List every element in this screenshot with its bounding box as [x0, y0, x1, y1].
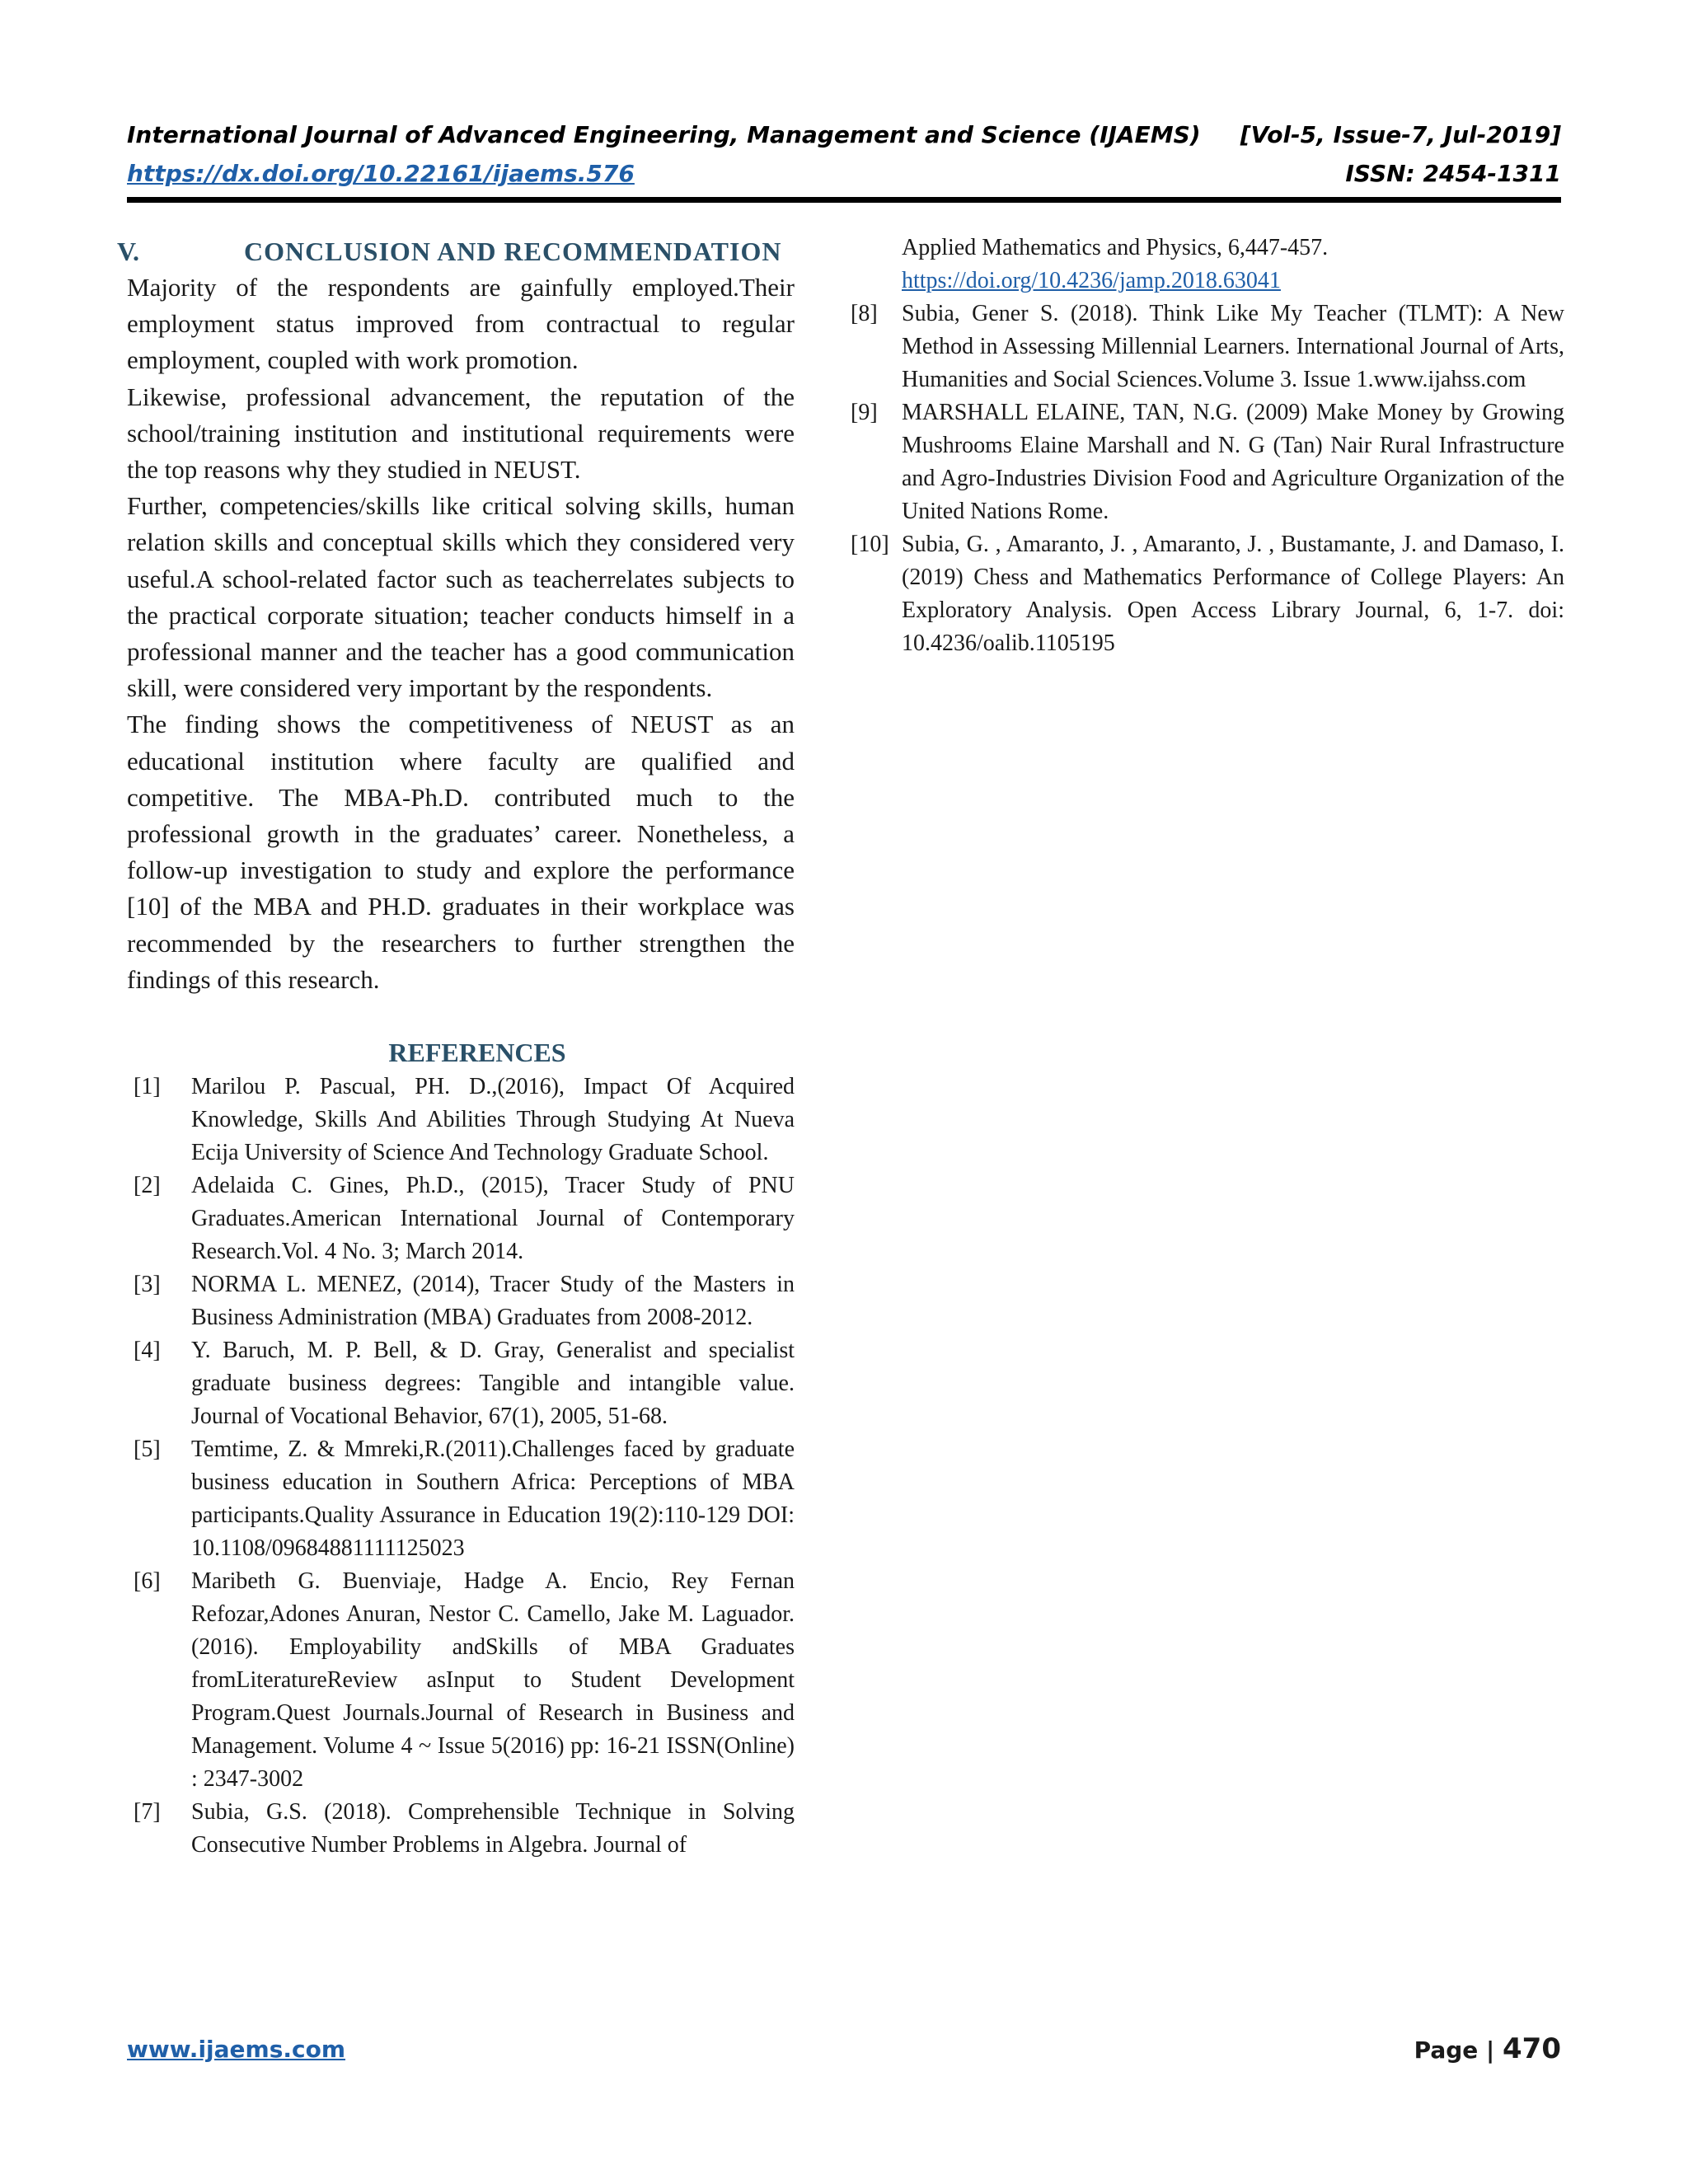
reference-number: [2] — [134, 1173, 161, 1199]
reference-doi-link[interactable]: https://doi.org/10.4236/jamp.2018.63041 — [902, 268, 1281, 293]
reference-item — [851, 528, 1564, 660]
reference-number: [8] — [851, 301, 878, 326]
reference-number: [10] — [851, 532, 889, 557]
page-label: Page — [1414, 2036, 1479, 2064]
issn: ISSN: 2454-1311 — [1345, 160, 1561, 187]
section-number: V. — [117, 237, 139, 266]
reference-item — [127, 1268, 795, 1334]
reference-text: Subia, G.S. (2018). Comprehensible Technique in Solving Consecutive Number Problems in Algebra. Journal of — [191, 1799, 795, 1858]
right-column — [851, 232, 1564, 660]
left-column — [117, 233, 795, 1862]
section-heading — [117, 233, 795, 269]
reference-number: [6] — [134, 1568, 161, 1595]
reference-text: Subia, Gener S. (2018). Think Like My Teacher (TLMT): A New Method in Assessing Millennial Learners. International Journal of Arts, Humanities and Social Sciences.Volume 3. Issue 1.www.ijahss.com — [902, 301, 1564, 392]
reference-continuation — [902, 232, 1564, 298]
reference-text: Subia, G. , Amaranto, J. , Amaranto, J. , Bustamante, J. and Damaso, I. (2019) Chess and Mathematics Performance of College Players: An Exploratory Analysis. Open Access Library Journal, 6, 1-7. doi: 10.4236/oalib.1105195 — [902, 532, 1564, 656]
conclusion-paragraph: Majority of the respondents are gainfully employed.Their employment status improved from contractual to regular employment, coupled with work promotion. — [127, 273, 795, 375]
reference-item — [127, 1334, 795, 1433]
reference-text: MARSHALL ELAINE, TAN, N.G. (2009) Make Money by Growing Mushrooms Elaine Marshall and N. G (Tan) Nair Rural Infrastructure and Agro-Industries Division Food and Agriculture Organization of the United Nations Rome. — [902, 400, 1564, 524]
references-heading: REFERENCES — [388, 1038, 566, 1068]
volume-info: [Vol-5, Issue-7, Jul-2019] — [1240, 121, 1561, 148]
reference-number: [4] — [134, 1338, 161, 1364]
reference-item — [127, 1169, 795, 1268]
section-title: CONCLUSION AND RECOMMENDATION — [244, 237, 782, 266]
reference-continuation-text: Applied Mathematics and Physics, 6,447-457. — [902, 235, 1329, 260]
reference-item — [127, 1796, 795, 1862]
page-number: 470 — [1503, 2032, 1561, 2065]
reference-item — [127, 1433, 795, 1565]
reference-text: Y. Baruch, M. P. Bell, & D. Gray, Generalist and specialist graduate business degrees: Tangible and intangible value. Journal of Vocational Behavior, 67(1), 2005, 51-68. — [191, 1338, 795, 1430]
reference-number: [7] — [134, 1799, 161, 1825]
reference-number: [1] — [134, 1074, 161, 1100]
reference-text: Adelaida C. Gines, Ph.D., (2015), Tracer Study of PNU Graduates.American International Journal of Contemporary Research.Vol. 4 No. 3; March 2014. — [191, 1173, 795, 1265]
reference-text: NORMA L. MENEZ, (2014), Tracer Study of the Masters in Business Administration (MBA) Graduates from 2008-2012. — [191, 1272, 795, 1331]
reference-item — [851, 396, 1564, 528]
website-link[interactable]: www.ijaems.com — [127, 2036, 346, 2063]
reference-item — [851, 298, 1564, 396]
reference-item — [127, 1071, 795, 1169]
reference-item — [127, 1565, 795, 1796]
reference-number: [5] — [134, 1436, 161, 1463]
reference-number: [3] — [134, 1272, 161, 1298]
conclusion-paragraph: Further, competencies/skills like critical solving skills, human relation skills and conceptual skills which they considered very useful.A school-related factor such as teacherrelates subjects to the practical corporate situation; teacher conducts himself in a professional manner and the teacher has a good communication skill, were considered very important by the respondents. — [127, 491, 795, 703]
reference-text: Maribeth G. Buenviaje, Hadge A. Encio, Rey Fernan Refozar,Adones Anuran, Nestor C. Camello, Jake M. Laguador. (2016). Employability andSkills of MBA Graduates fromLiteratureReview asInput to Student Development Program.Quest Journals.Journal of Research in Business and Management. Volume 4 ~ Issue 5(2016) pp: 16-21 ISSN(Online) : 2347-3002 — [191, 1568, 795, 1793]
journal-title: International Journal of Advanced Engineering, Management and Science (IJAEMS) — [127, 121, 1201, 148]
reference-number: [9] — [851, 400, 878, 425]
page-separator: | — [1486, 2036, 1495, 2064]
reference-text: Temtime, Z. & Mmreki,R.(2011).Challenges faced by graduate business education in Southern Africa: Perceptions of MBA participants.Quality Assurance in Education 19(2):110-129 DOI: 10.1108/09684881111125023 — [191, 1436, 795, 1562]
conclusion-paragraph: The finding shows the competitiveness of NEUST as an educational institution where faculty are qualified and competitive. The MBA-Ph.D. contributed much to the professional growth in the graduates’ career. Nonetheless, a follow-up investigation to study and explore the performance [10] of the MBA and PH.D. graduates in their workplace was recommended by the researchers to further strengthen the findings of this research. — [127, 710, 795, 994]
reference-text: Marilou P. Pascual, PH. D.,(2016), Impact Of Acquired Knowledge, Skills And Abilities Through Studying At Nueva Ecija University of Science And Technology Graduate School. — [191, 1074, 795, 1166]
doi-link[interactable]: https://dx.doi.org/10.22161/ijaems.576 — [127, 160, 635, 187]
header-rule — [127, 197, 1561, 203]
conclusion-paragraph: Likewise, professional advancement, the reputation of the school/training institution and institutional requirements were the top reasons why they studied in NEUST. — [127, 382, 795, 485]
page-indicator — [1414, 2032, 1561, 2065]
